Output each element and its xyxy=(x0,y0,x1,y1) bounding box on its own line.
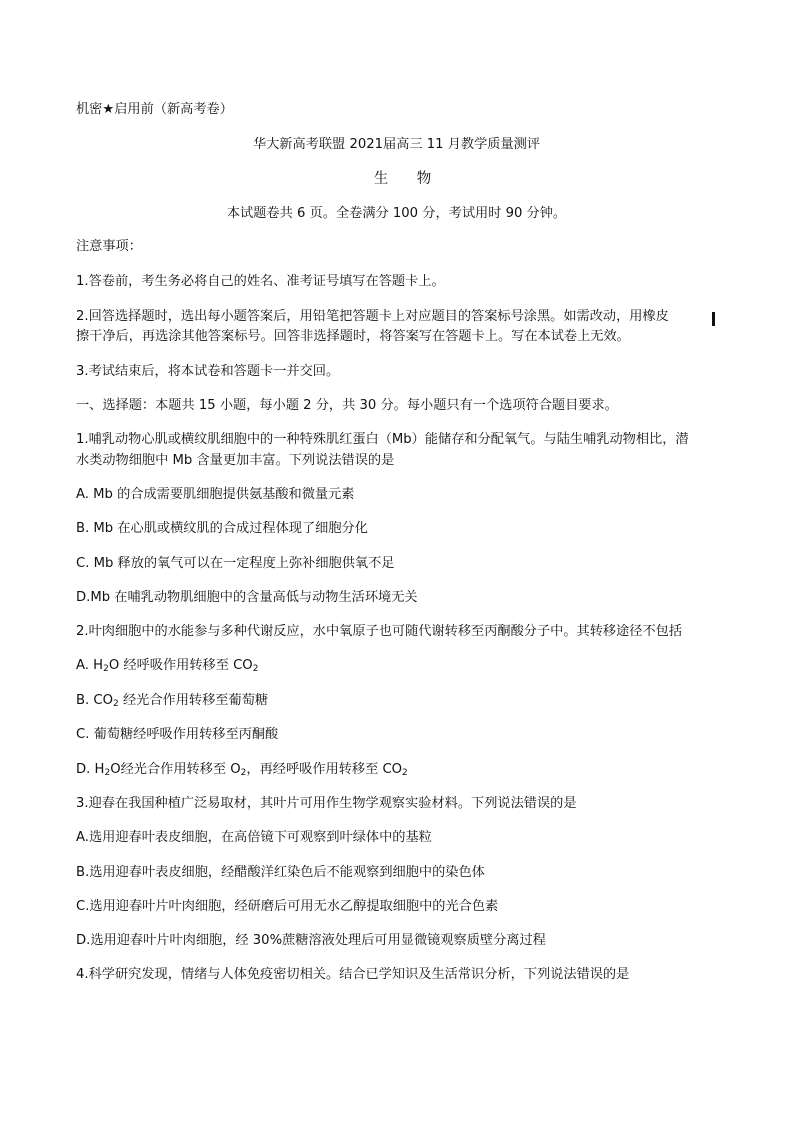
q2-option-d: D. $H_2O$经光合作用转移至 $O_2$，再经呼吸作用转移至 $CO_2$ xyxy=(76,762,408,778)
q3-stem: 3.迎春在我国种植广泛易取材，其叶片可用作生物学观察实验材料。下列说法错误的是 xyxy=(76,796,577,811)
q3-option-d: D.选用迎春叶片叶肉细胞，经 30%蔗糖溶液处理后可用显微镜观察质壁分离过程 xyxy=(76,933,546,948)
confidential-label: 机密★启用前（新高考卷） xyxy=(76,102,233,117)
note-item-2-cont: 擦干净后，再选涂其他答案标号。回答非选择题时，将答案写在答题卡上。写在本试卷上无效。 xyxy=(76,329,630,344)
q1-stem: 1.哺乳动物心肌或横纹肌细胞中的一种特殊肌红蛋白（Mb）能储存和分配氧气。与陆生哺乳动物相比，潜 xyxy=(76,432,689,447)
subject-title: 生 物 xyxy=(373,171,444,187)
exam-info: 本试题卷共 6 页。全卷满分 100 分，考试用时 90 分钟。 xyxy=(226,206,567,221)
section-heading: 一、选择题：本题共 15 小题，每小题 2 分，共 30 分。每小题只有一个选项符合题目要求。 xyxy=(76,398,618,413)
q1-option-d: D.Mb 在哺乳动物肌细胞中的含量高低与动物生活环境无关 xyxy=(76,590,418,605)
q3-option-a: A.选用迎春叶表皮细胞，在高倍镜下可观察到叶绿体中的基粒 xyxy=(76,830,432,845)
margin-mark xyxy=(712,312,715,326)
q4-stem: 4.科学研究发现，情绪与人体免疫密切相关。结合已学知识及生活常识分析，下列说法错误的是 xyxy=(76,967,630,982)
q2-option-a: A. $H_2O$ 经呼吸作用转移至 $CO_2$ xyxy=(76,658,259,674)
q1-option-b: B. Mb 在心肌或横纹肌的合成过程体现了细胞分化 xyxy=(76,521,368,536)
note-item-2: 2.回答选择题时，选出每小题答案后，用铅笔把答题卡上对应题目的答案标号涂黑。如需改动，用橡皮 xyxy=(76,309,669,324)
q1-option-c: C. Mb 释放的氧气可以在一定程度上弥补细胞供氧不足 xyxy=(76,556,395,571)
q2-option-b: B. $CO_2$ 经光合作用转移至葡萄糖 xyxy=(76,693,269,709)
exam-title: 华大新高考联盟 2021届高三 11 月教学质量测评 xyxy=(252,137,541,152)
q1-option-a: A. Mb 的合成需要肌细胞提供氨基酸和微量元素 xyxy=(76,487,355,502)
note-item-1: 1.答卷前，考生务必将自己的姓名、准考证号填写在答题卡上。 xyxy=(76,274,445,289)
q1-stem-cont: 水类动物细胞中 Mb 含量更加丰富。下列说法错误的是 xyxy=(76,453,395,468)
q2-option-c: C. 葡萄糖经呼吸作用转移至丙酮酸 xyxy=(76,727,279,742)
q2-stem: 2.叶肉细胞中的水能参与多种代谢反应，水中氧原子也可随代谢转移至丙酮酸分子中。其转移途径不包括 xyxy=(76,624,683,639)
note-item-3: 3.考试结束后，将本试卷和答题卡一并交回。 xyxy=(76,364,340,379)
q3-option-b: B.选用迎春叶表皮细胞，经醋酸洋红染色后不能观察到细胞中的染色体 xyxy=(76,865,485,880)
notes-heading: 注意事项： xyxy=(76,239,142,254)
q3-option-c: C.选用迎春叶片叶肉细胞，经研磨后可用无水乙醇提取细胞中的光合色素 xyxy=(76,899,499,914)
